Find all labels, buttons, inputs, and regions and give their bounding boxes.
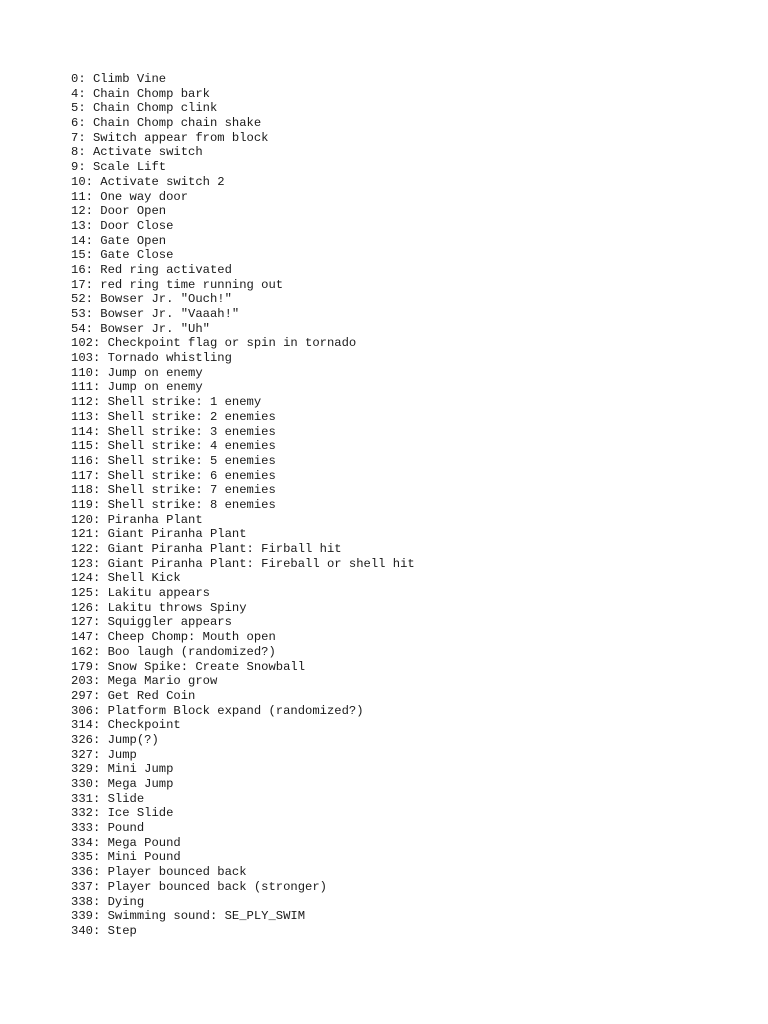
text-line: 123: Giant Piranha Plant: Fireball or shell hit	[71, 556, 415, 571]
text-line: 329: Mini Jump	[71, 762, 174, 777]
text-line: 338: Dying	[71, 894, 145, 909]
text-line: 125: Lakitu appears	[71, 586, 210, 601]
text-line: 12: Door Open	[71, 204, 167, 219]
text-line: 179: Snow Spike: Create Snowball	[71, 659, 306, 674]
text-line: 16: Red ring activated	[71, 262, 232, 277]
text-line: 334: Mega Pound	[71, 835, 181, 850]
text-line: 336: Player bounced back	[71, 865, 247, 880]
text-line: 327: Jump	[71, 747, 137, 762]
text-line: 118: Shell strike: 7 enemies	[71, 483, 276, 498]
text-line: 126: Lakitu throws Spiny	[71, 600, 247, 615]
text-line: 333: Pound	[71, 821, 145, 836]
text-line: 335: Mini Pound	[71, 850, 181, 865]
text-line: 297: Get Red Coin	[71, 688, 196, 703]
text-line: 331: Slide	[71, 791, 145, 806]
text-line: 103: Tornado whistling	[71, 351, 232, 366]
text-line: 326: Jump(?)	[71, 732, 159, 747]
text-line: 8: Activate switch	[71, 145, 203, 160]
text-line: 7: Switch appear from block	[71, 130, 269, 145]
text-line: 147: Cheep Chomp: Mouth open	[71, 630, 276, 645]
text-line: 17: red ring time running out	[71, 277, 284, 292]
text-line: 337: Player bounced back (stronger)	[71, 879, 327, 894]
document-body	[71, 72, 751, 939]
text-line: 14: Gate Open	[71, 233, 167, 248]
text-line: 127: Squiggler appears	[71, 615, 232, 630]
text-line: 122: Giant Piranha Plant: Firball hit	[71, 542, 342, 556]
text-line: 15: Gate Close	[71, 248, 174, 263]
text-line: 203: Mega Mario grow	[71, 674, 218, 689]
text-line: 6: Chain Chomp chain shake	[71, 116, 262, 131]
text-line: 121: Giant Piranha Plant	[71, 527, 247, 542]
text-line: 54: Bowser Jr. "Uh"	[71, 321, 210, 336]
text-line: 111: Jump on enemy	[71, 380, 203, 395]
text-line: 117: Shell strike: 6 enemies	[71, 468, 276, 483]
text-line: 162: Boo laugh (randomized?)	[71, 644, 276, 659]
text-line: 53: Bowser Jr. "Vaaah!"	[71, 307, 240, 321]
text-line: 0: Climb Vine	[71, 72, 167, 86]
text-line: 4: Chain Chomp bark	[71, 86, 210, 101]
text-line: 339: Swimming sound: SE_PLY_SWIM	[71, 909, 306, 924]
text-line: 114: Shell strike: 3 enemies	[71, 424, 276, 439]
text-line: 5: Chain Chomp clink	[71, 101, 218, 116]
text-line: 112: Shell strike: 1 enemy	[71, 395, 262, 410]
text-line: 115: Shell strike: 4 enemies	[71, 439, 276, 454]
text-line: 340: Step	[71, 923, 137, 938]
text-line: 116: Shell strike: 5 enemies	[71, 453, 276, 468]
text-line: 314: Checkpoint	[71, 718, 181, 733]
text-line: 306: Platform Block expand (randomized?)	[71, 703, 364, 718]
text-line: 11: One way door	[71, 189, 189, 204]
text-line: 9: Scale Lift	[71, 160, 167, 175]
text-line: 120: Piranha Plant	[71, 512, 203, 527]
text-line: 119: Shell strike: 8 enemies	[71, 497, 276, 512]
text-line: 113: Shell strike: 2 enemies	[71, 409, 276, 424]
text-line: 102: Checkpoint flag or spin in tornado	[71, 336, 357, 351]
text-line: 330: Mega Jump	[71, 777, 174, 791]
text-line: 110: Jump on enemy	[71, 365, 203, 380]
text-line: 13: Door Close	[71, 218, 174, 233]
text-line: 332: Ice Slide	[71, 806, 174, 821]
text-line: 52: Bowser Jr. "Ouch!"	[71, 292, 232, 307]
text-line: 124: Shell Kick	[71, 571, 181, 586]
text-line: 10: Activate switch 2	[71, 174, 225, 189]
